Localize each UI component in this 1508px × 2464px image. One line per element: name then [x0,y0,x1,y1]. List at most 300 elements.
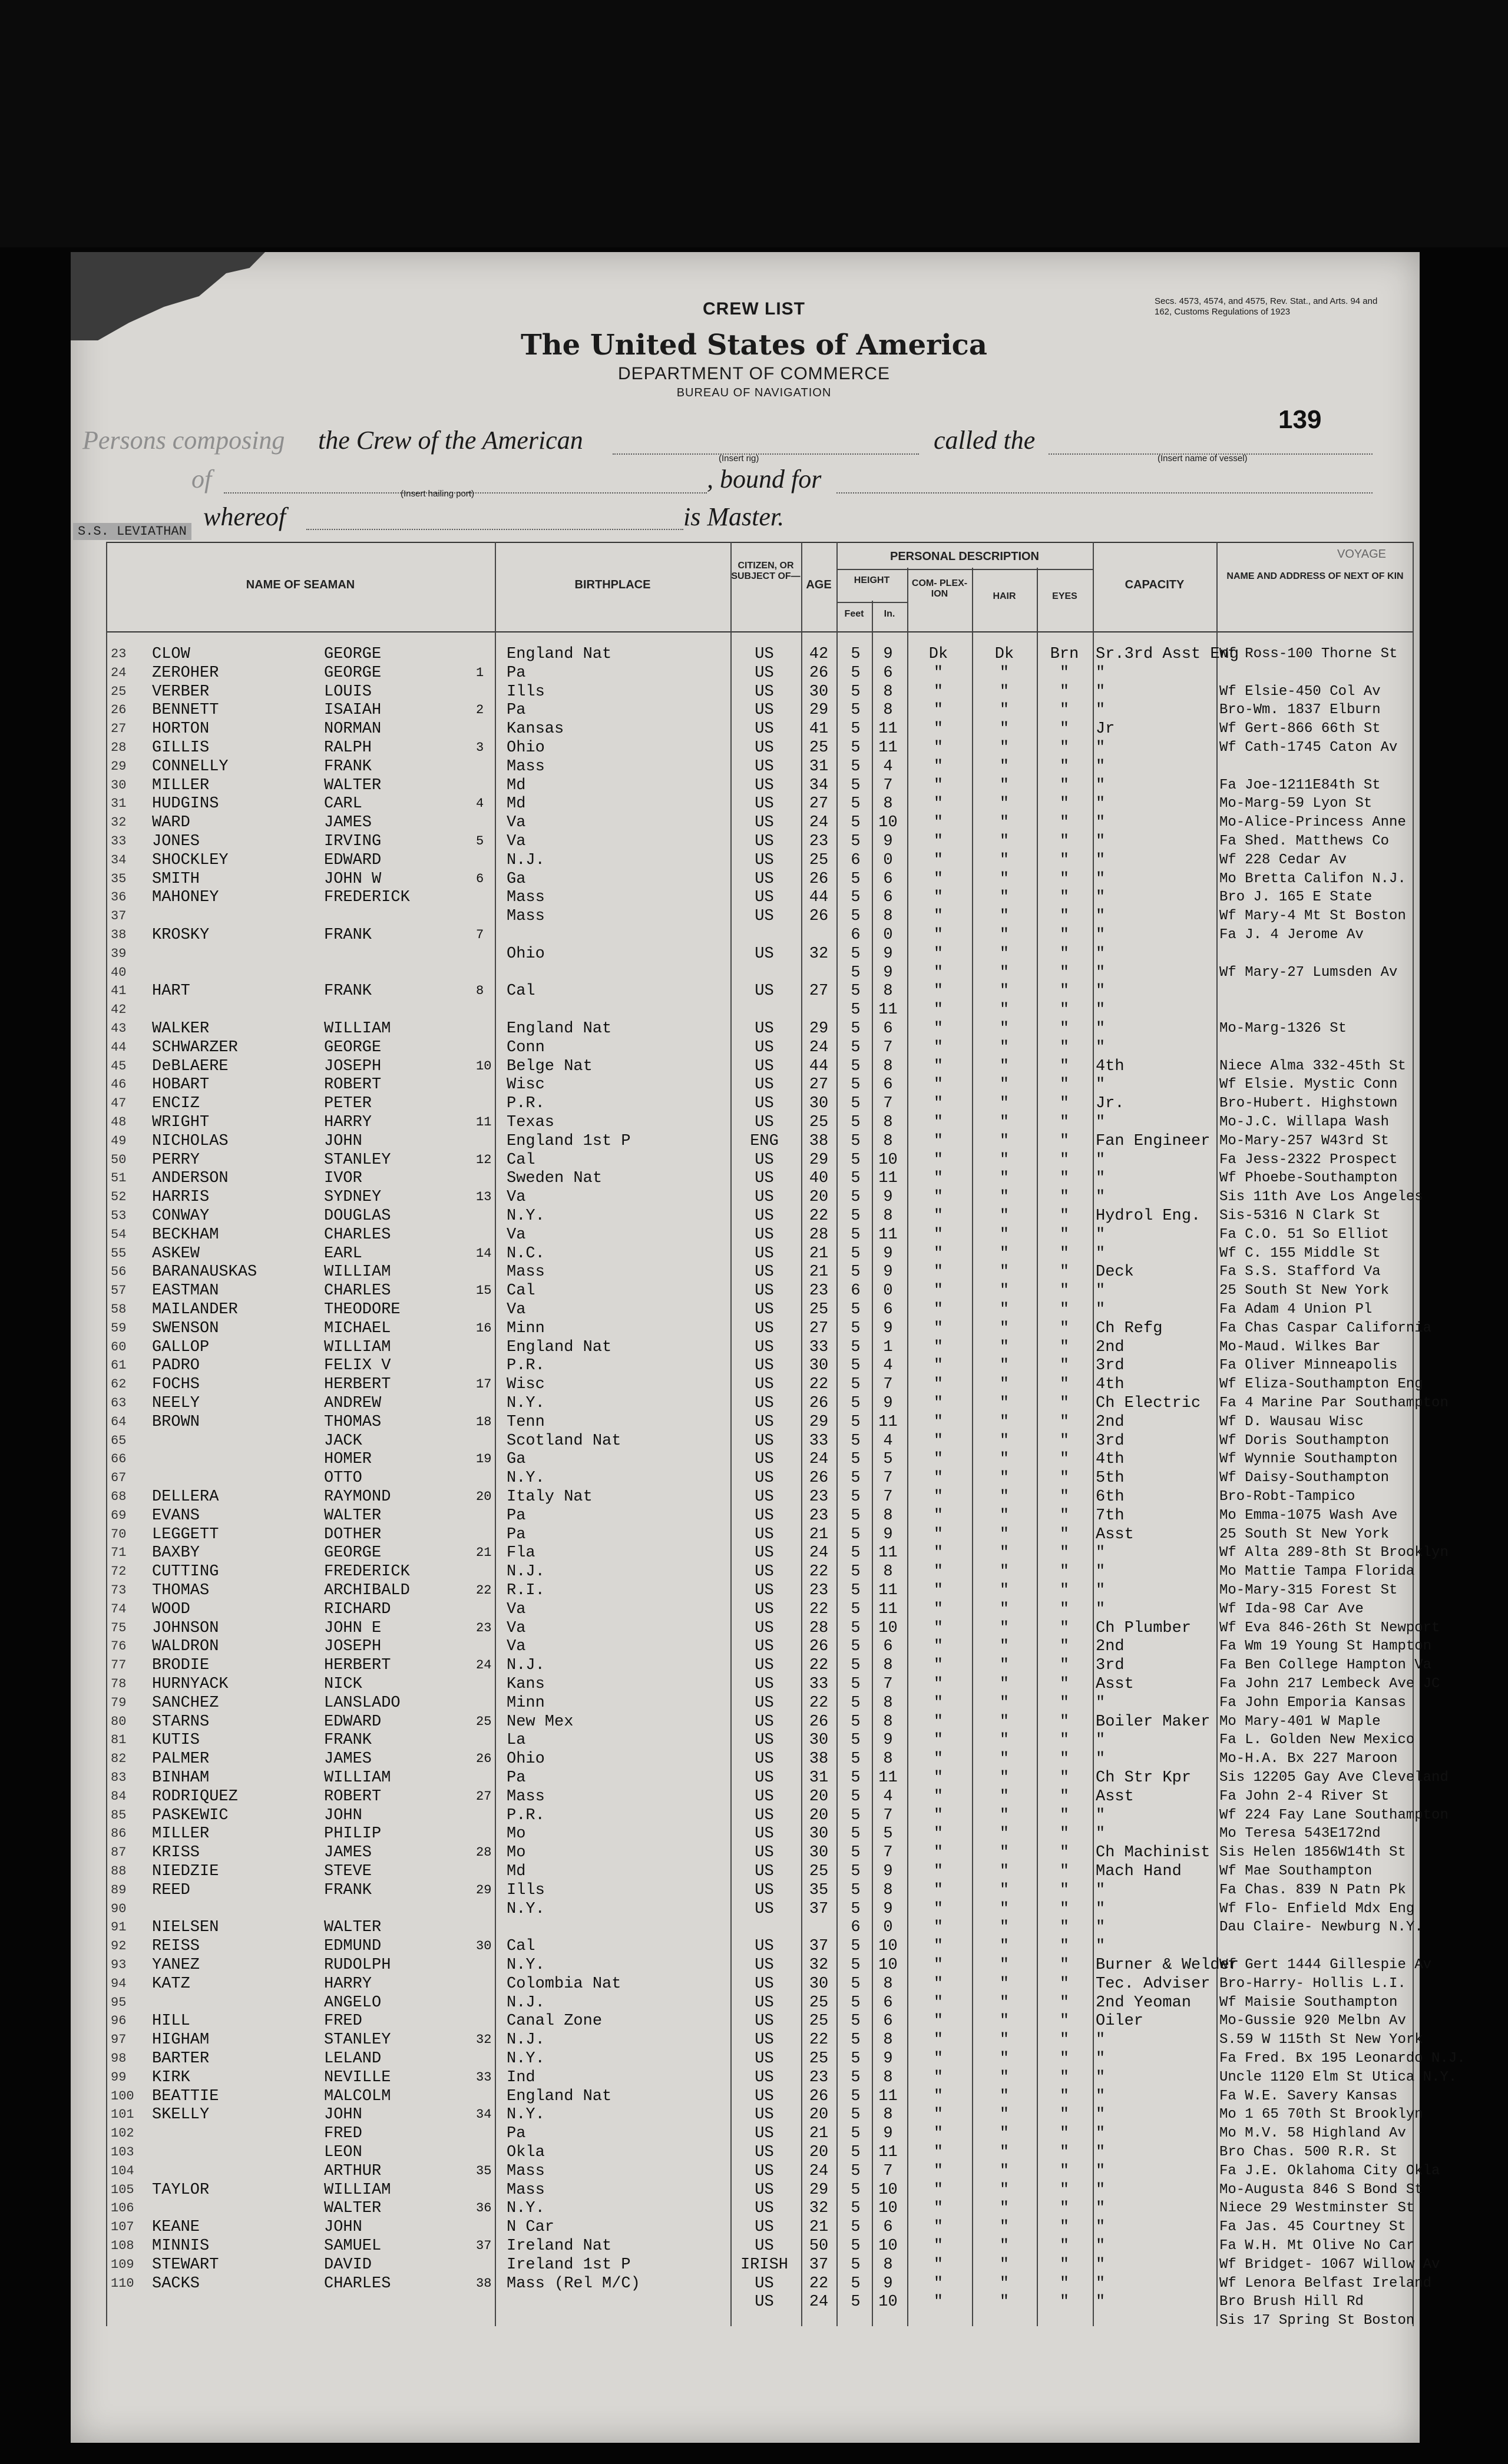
birthplace: Conn [507,1038,545,1057]
height-feet: 5 [851,2237,861,2255]
height-feet: 5 [851,1338,861,1356]
complexion: " [933,2144,944,2161]
birthplace: Mass [507,889,545,907]
row-number: 74 [111,1601,127,1617]
complexion: " [933,757,944,776]
height-feet: 5 [851,2144,861,2161]
table-row [106,1900,1414,1919]
age: 25 [809,2050,829,2068]
table-row [106,2124,1414,2143]
age: 23 [809,1488,829,1506]
seaman-given-name: JOHN W [324,870,382,888]
birthplace: Kans [507,1675,545,1693]
height-feet: 5 [851,739,861,757]
seaman-given-name: NICK [324,1675,362,1693]
capacity: " [1096,1694,1106,1712]
capacity: " [1096,1731,1106,1750]
height-feet: 5 [851,1188,861,1207]
table-row [106,1787,1414,1806]
height-inches: 10 [878,1956,898,1974]
age: 30 [809,1825,829,1843]
seaman-given-name: ANDREW [324,1395,382,1412]
row-number: 70 [111,1526,127,1542]
citizenship: US [755,2218,774,2237]
capacity: Asst [1096,1525,1134,1544]
citizenship: US [755,1694,774,1712]
citizenship: US [755,1750,774,1768]
seaman-given-name: WALTER [324,776,382,794]
hair: " [999,2012,1010,2031]
citizenship: US [755,1975,774,1993]
table-row [106,1338,1414,1357]
citizenship: US [755,1657,774,1675]
seaman-given-name: EARL [324,1244,362,1263]
height-feet: 5 [851,1170,861,1188]
age: 30 [809,683,829,701]
height-inches: 7 [883,2162,893,2180]
capacity: " [1096,1750,1106,1768]
citizenship: US [755,982,774,1001]
hair: " [999,1207,1010,1225]
table-row [106,1356,1414,1375]
citizenship: US [755,2031,774,2049]
complexion: " [933,1282,944,1300]
complexion: " [933,963,944,982]
height-inches: 6 [883,1076,893,1094]
group-number: 7 [476,928,484,942]
height-inches: 11 [878,1001,898,1019]
capacity: 3rd [1096,1357,1125,1375]
seaman-given-name: FRANK [324,926,372,944]
height-inches: 10 [878,1938,898,1956]
capacity: 3rd [1096,1432,1125,1450]
seaman-given-name: DAVID [324,2256,372,2274]
citizenship: US [755,1600,774,1618]
group-number: 1 [476,665,484,680]
height-feet: 5 [851,720,861,738]
next-of-kin: Wf Ida-98 Car Ave [1219,1601,1364,1617]
seaman-given-name: GEORGE [324,1038,382,1057]
height-feet: 5 [851,1357,861,1375]
height-inches: 7 [883,1844,893,1862]
group-number: 27 [476,1789,492,1804]
seaman-given-name: JOHN [324,1806,362,1824]
row-number: 78 [111,1677,127,1691]
eyes: " [1059,1694,1070,1712]
citizenship: US [755,1544,774,1562]
complexion: " [933,1432,944,1450]
table-row [106,1169,1414,1188]
height-inches: 8 [883,982,893,1001]
seaman-given-name: LANSLADO [324,1694,401,1712]
height-feet: 5 [851,1750,861,1768]
age: 29 [809,1151,829,1169]
seaman-surname: KROSKY [152,926,210,944]
height-feet: 5 [851,945,861,963]
seaman-surname: STARNS [152,1713,210,1731]
eyes: " [1059,2068,1070,2087]
seaman-surname: KATZ [152,1975,190,1993]
complexion: " [933,2256,944,2274]
citizenship: ENG [750,1132,779,1150]
height-inches: 1 [883,1338,893,1356]
next-of-kin: Bro-Robt-Tampico [1219,1489,1355,1505]
eyes: " [1059,1057,1070,1075]
capacity: Burner & Welder [1096,1956,1239,1974]
eyes: " [1059,2274,1070,2293]
age: 22 [809,1376,829,1394]
table-row [106,1768,1449,1787]
citizenship: US [755,1376,774,1394]
table-row [106,2237,1414,2256]
height-inches: 7 [883,1038,893,1057]
table-row [106,1731,1414,1750]
next-of-kin: Fa L. Golden New Mexico [1219,1732,1415,1748]
eyes: " [1059,1020,1070,1038]
height-inches: 9 [883,1319,893,1337]
hair: " [999,1170,1010,1188]
hair: " [999,1469,1010,1488]
height-feet: 5 [851,1975,861,1993]
birthplace: Texas [507,1114,555,1131]
height-feet: 5 [851,1020,861,1038]
hair: " [999,1095,1010,1113]
age: 22 [809,1694,829,1712]
table-row [106,2162,1440,2181]
height-feet: 5 [851,1432,861,1450]
height-feet: 5 [851,1881,861,1899]
birthplace: Minn [507,1694,545,1712]
height-inches: 8 [883,1713,893,1731]
seaman-surname: KUTIS [152,1731,200,1750]
seaman-surname: HORTON [152,720,210,738]
capacity: " [1096,2218,1106,2237]
next-of-kin: Fa Chas. 839 N Patn Pk [1219,1882,1406,1898]
hair: " [999,814,1010,832]
citizenship: US [755,1619,774,1637]
seaman-surname: WALKER [152,1020,210,1038]
complexion: " [933,683,944,701]
table-row [106,794,1414,813]
complexion: " [933,1001,944,1019]
row-number: 48 [111,1115,127,1130]
citizenship: US [755,851,774,869]
birthplace: Ills [507,683,545,701]
age: 30 [809,1095,829,1113]
birthplace: Sweden Nat [507,1170,603,1188]
table-row [106,1713,1414,1731]
hair: " [999,701,1010,720]
capacity: " [1096,1806,1106,1824]
group-number: 38 [476,2276,492,2291]
birthplace: Pa [507,1769,526,1787]
capacity: " [1096,739,1106,757]
group-number: 21 [476,1545,492,1561]
next-of-kin: Mo Mattie Tampa Florida [1219,1564,1415,1580]
group-number: 26 [476,1751,492,1767]
hair: " [999,1413,1010,1431]
col-height: HEIGHT [854,575,890,585]
age: 23 [809,1282,829,1300]
eyes: " [1059,1657,1070,1675]
birthplace: Md [507,1863,526,1880]
height-feet: 5 [851,683,861,701]
hair: " [999,1282,1010,1300]
next-of-kin: Bro-Hubert. Highstown [1219,1095,1398,1112]
table-row [106,701,1414,720]
seaman-surname: HURNYACK [152,1675,229,1693]
row-number: 108 [111,2238,134,2253]
eyes: " [1059,1675,1070,1693]
group-number: 15 [476,1283,492,1299]
seaman-given-name: PETER [324,1095,372,1113]
height-inches: 10 [878,2237,898,2255]
height-feet: 5 [851,1413,861,1431]
height-inches: 9 [883,1863,893,1880]
row-number: 32 [111,815,127,830]
next-of-kin: Sis 11th Ave Los Angeles [1219,1189,1423,1205]
capacity: " [1096,1544,1106,1562]
port-hint: (Insert hailing port) [401,489,475,499]
complexion: " [933,2012,944,2031]
hair: " [999,851,1010,869]
citizenship: US [755,1881,774,1899]
next-of-kin: Sis-5316 N Clark St [1219,1208,1381,1224]
citizenship: US [755,1900,774,1918]
group-number: 32 [476,2032,492,2048]
seaman-given-name: STANLEY [324,2031,391,2049]
age: 25 [809,1993,829,2012]
col-citizen: CITIZEN, OR SUBJECT OF— [731,561,801,581]
height-inches: 8 [883,1657,893,1675]
next-of-kin: Wf Doris Southampton [1219,1432,1390,1449]
seaman-surname: NIEDZIE [152,1863,219,1880]
line1-text: the Crew of the American [318,426,583,455]
row-number: 73 [111,1583,127,1598]
line2-bound: , bound for [707,465,822,494]
citizenship: US [755,1301,774,1319]
seaman-surname: ASKEW [152,1244,200,1263]
seaman-surname: THOMAS [152,1582,210,1599]
line1-called: called the [934,426,1036,455]
seaman-surname: HIGHAM [152,2031,210,2049]
height-inches: 11 [878,1544,898,1562]
hair: " [999,2106,1010,2124]
height-feet: 5 [851,1713,861,1731]
citizenship: US [755,1731,774,1750]
citizenship: US [755,1038,774,1057]
complexion: " [933,1263,944,1281]
eyes: " [1059,2237,1070,2255]
age: 26 [809,1395,829,1412]
citizenship: US [755,2293,774,2311]
next-of-kin: Mo 1 65 70th St Brooklyn [1219,2107,1423,2123]
destination-blank [836,492,1373,494]
table-row [106,813,1414,832]
seaman-given-name: CHARLES [324,1226,391,1244]
seaman-surname: MILLER [152,776,210,794]
capacity: " [1096,963,1106,982]
complexion: " [933,1151,944,1169]
age: 33 [809,1338,829,1356]
age: 22 [809,2031,829,2049]
capacity: " [1096,851,1106,869]
seaman-surname: SANCHEZ [152,1694,219,1712]
table-row [106,1244,1414,1263]
age: 26 [809,2087,829,2105]
seaman-surname: TAYLOR [152,2181,210,2199]
birthplace: N.Y. [507,1900,545,1918]
age: 25 [809,1114,829,1131]
seaman-surname: RODRIQUEZ [152,1787,238,1806]
seaman-given-name: JAMES [324,814,372,832]
age: 32 [809,1956,829,1974]
eyes: " [1059,1750,1070,1768]
complexion: " [933,833,944,850]
seaman-given-name: LOUIS [324,683,372,701]
row-number: 86 [111,1826,127,1842]
eyes: " [1059,870,1070,888]
next-of-kin: Fa Adam 4 Union Pl [1219,1301,1373,1317]
next-of-kin: Bro Chas. 500 R.R. St [1219,2144,1398,2160]
next-of-kin: Mo-Mary-315 Forest St [1219,1582,1398,1598]
hair: " [999,1638,1010,1656]
height-feet: 5 [851,1095,861,1113]
complexion: " [933,2162,944,2180]
eyes: " [1059,945,1070,963]
height-feet: 5 [851,1769,861,1787]
seaman-given-name: CHARLES [324,2274,391,2293]
next-of-kin: Wf Flo- Enfield Mdx Eng [1219,1900,1415,1917]
height-feet: 5 [851,1057,861,1075]
row-number: 85 [111,1807,127,1823]
row-number: 27 [111,721,127,737]
next-of-kin: Mo Teresa 543E172nd [1219,1826,1381,1842]
complexion: " [933,1469,944,1488]
row-number: 63 [111,1396,127,1410]
capacity: 3rd [1096,1657,1125,1675]
seaman-given-name: FELIX V [324,1357,391,1375]
age: 23 [809,833,829,850]
group-number: 5 [476,834,484,849]
height-feet: 5 [851,2106,861,2124]
eyes: " [1059,1619,1070,1637]
table-row [106,1843,1414,1862]
height-inches: 7 [883,1376,893,1394]
eyes: " [1059,982,1070,1001]
height-inches: 9 [883,2274,893,2293]
eyes: " [1059,2031,1070,2049]
citizenship: US [755,645,774,663]
complexion: " [933,1919,944,1937]
citizenship: US [755,1488,774,1506]
age: 37 [809,1900,829,1918]
table-row [106,2218,1414,2237]
birthplace: Pa [507,1525,526,1544]
age: 26 [809,908,829,926]
row-number: 98 [111,2051,127,2066]
eyes: " [1059,1956,1070,1974]
seaman-given-name: RUDOLPH [324,1956,391,1974]
row-number: 100 [111,2088,134,2104]
birthplace: Canal Zone [507,2012,603,2031]
seaman-given-name: HERBERT [324,1657,391,1675]
complexion: " [933,1357,944,1375]
age: 30 [809,1357,829,1375]
birthplace: England Nat [507,1020,612,1038]
citizenship: US [755,1020,774,1038]
citizenship: US [755,1170,774,1188]
hair: " [999,664,1010,682]
complexion: " [933,2293,944,2311]
citizenship: US [755,1675,774,1693]
citizenship: US [755,2012,774,2031]
hair: " [999,1114,1010,1131]
height-feet: 5 [851,1525,861,1544]
hair: " [999,2050,1010,2068]
eyes: " [1059,1301,1070,1319]
row-number: 97 [111,2032,127,2048]
complexion: " [933,1619,944,1637]
col-capacity: CAPACITY [1125,578,1185,591]
seaman-given-name: FREDERICK [324,889,410,907]
seaman-given-name: JOHN E [324,1619,382,1637]
eyes: " [1059,1713,1070,1731]
height-feet: 5 [851,1638,861,1656]
row-number: 65 [111,1433,127,1448]
height-feet: 5 [851,1395,861,1412]
height-inches: 8 [883,1694,893,1712]
next-of-kin: Fa Joe-1211E84th St [1219,777,1381,793]
hair: " [999,1544,1010,1562]
row-number: 26 [111,703,127,718]
height-feet: 5 [851,1956,861,1974]
seaman-given-name: WALTER [324,1506,382,1525]
seaman-surname: NIELSEN [152,1919,219,1937]
table-row [106,1413,1414,1432]
next-of-kin: Wf Elsie. Mystic Conn [1219,1077,1398,1093]
height-inches: 8 [883,1750,893,1768]
hair: " [999,2068,1010,2087]
height-inches: 9 [883,645,893,663]
age: 50 [809,2237,829,2255]
row-number: 41 [111,983,127,999]
height-feet: 5 [851,1582,861,1599]
citizenship: US [755,1057,774,1075]
age: 26 [809,664,829,682]
seaman-given-name: JOHN [324,2106,362,2124]
height-inches: 6 [883,2218,893,2237]
table-row [106,645,1414,664]
hair: " [999,1582,1010,1599]
next-of-kin: Fa J.E. Oklahoma City Okla [1219,2162,1440,2179]
ship-stamp: S.S. LEVIATHAN [73,523,191,540]
complexion: " [933,1170,944,1188]
height-inches: 9 [883,2050,893,2068]
table-row [106,907,1414,926]
age: 27 [809,1319,829,1337]
eyes: " [1059,1319,1070,1337]
seaman-surname: MILLER [152,1825,210,1843]
table-row [106,1750,1414,1768]
height-inches: 8 [883,1563,893,1581]
next-of-kin: Wf Wynnie Southampton [1219,1451,1398,1468]
birthplace: Mass [507,2162,545,2180]
seaman-surname: DeBLAERE [152,1057,229,1075]
eyes: " [1059,701,1070,720]
complexion: " [933,1506,944,1525]
complexion: " [933,945,944,963]
